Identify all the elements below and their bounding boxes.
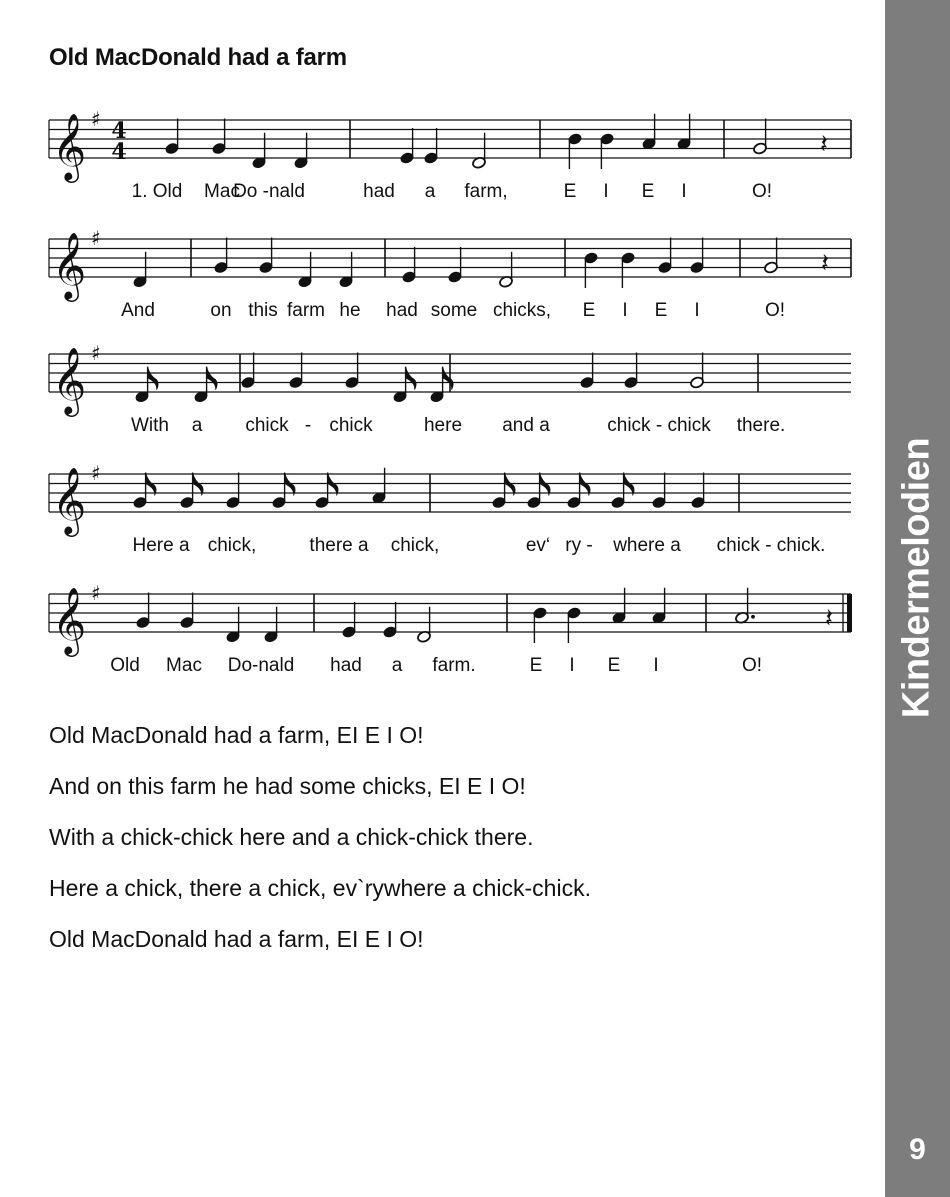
lyric-syllable: O!: [741, 655, 763, 676]
chapter-sidebar: [885, 0, 950, 1197]
lyric-syllable: ry -: [565, 535, 593, 556]
note: [600, 132, 615, 169]
lyric-syllable: Mac: [204, 181, 240, 202]
flag: [443, 367, 454, 390]
lyric-syllable: a: [424, 181, 436, 202]
note: [133, 252, 148, 289]
note: [448, 247, 463, 284]
note: [241, 353, 256, 390]
note: [690, 238, 705, 275]
lyric-syllable: I: [653, 655, 659, 676]
staff-1: [0, 107, 880, 180]
lyric-syllable: chick - chick: [607, 415, 711, 436]
lyric-syllable: E: [607, 655, 621, 676]
lyric-syllable: E: [563, 181, 577, 202]
lyric-syllable: there.: [736, 415, 786, 436]
note: [342, 602, 357, 639]
flag: [207, 367, 218, 390]
lyric-syllable: Do -nald: [233, 181, 305, 202]
music-system-2: [0, 226, 880, 327]
note: [621, 251, 636, 288]
note: [315, 473, 339, 510]
lyric-syllable: chick: [329, 415, 373, 436]
note: [584, 251, 599, 288]
note: [226, 473, 241, 510]
note: [180, 473, 204, 510]
sharp-icon: ♯: [91, 107, 101, 131]
note: [527, 473, 551, 510]
lyric-syllable: ev‘: [525, 535, 551, 556]
treble-clef-icon: 𝄞: [52, 586, 87, 654]
note: [259, 238, 274, 275]
lyric-syllable: farm,: [464, 181, 508, 202]
note: [212, 119, 227, 156]
lyric-syllable: Do-nald: [227, 655, 295, 676]
lyric-syllable: this: [248, 300, 278, 321]
lyric-syllable: O!: [751, 181, 773, 202]
staff-4: [0, 461, 880, 534]
sharp-icon: ♯: [91, 461, 101, 485]
lyric-syllable: I: [603, 181, 609, 202]
lyric-syllable: some: [430, 300, 478, 321]
note: [214, 238, 229, 275]
lyric-syllable: had: [330, 655, 362, 676]
page-number: 9: [909, 1133, 926, 1166]
treble-clef-icon: 𝄞: [52, 112, 87, 180]
note: [294, 133, 309, 170]
note: [135, 367, 159, 404]
note: [691, 473, 706, 510]
lyric-syllable: Old: [110, 655, 140, 676]
lyric-syllable: chick - chick.: [716, 535, 826, 556]
note: [133, 473, 157, 510]
lyric-syllable: E: [654, 300, 668, 321]
note: [424, 128, 439, 165]
music-system-3: [0, 341, 880, 442]
lyric-syllable: E: [582, 300, 596, 321]
lyric-syllable: O!: [764, 300, 786, 321]
lyric-syllable: E: [641, 181, 655, 202]
note: [180, 593, 195, 630]
lyric-syllable: farm.: [432, 655, 476, 676]
note: [400, 128, 415, 165]
note: [642, 114, 657, 151]
note: [567, 606, 582, 643]
note: [652, 588, 667, 625]
verse-line: Old MacDonald had a farm, EI E I O!: [49, 722, 424, 748]
lyric-syllable: chick,: [207, 535, 257, 556]
music-system-5: [0, 581, 880, 682]
lyric-syllable: had: [386, 300, 418, 321]
note: [298, 252, 313, 289]
lyric-syllable: where a: [613, 535, 681, 556]
note: [492, 473, 516, 510]
music-system-1: [0, 107, 880, 208]
note: [567, 473, 591, 510]
lyric-syllable: I: [622, 300, 628, 321]
lyric-syllable: I: [694, 300, 700, 321]
time-signature-bottom: 4: [111, 139, 127, 165]
note: [533, 606, 548, 643]
sharp-icon: ♯: [91, 341, 101, 365]
music-system-4: [0, 461, 880, 562]
note: [252, 133, 267, 170]
sharp-icon: ♯: [91, 581, 101, 605]
verse-line: Here a chick, there a chick, ev`rywhere a chick-chick.: [49, 875, 591, 901]
note: [624, 353, 639, 390]
staff-2: [0, 226, 880, 299]
lyric-syllable: E: [529, 655, 543, 676]
staff-5: [0, 581, 880, 654]
note: [345, 353, 360, 390]
note: [677, 114, 692, 151]
quarter-rest-icon: 𝄽: [820, 129, 828, 160]
lyric-syllable: chicks,: [492, 300, 552, 321]
note: [753, 119, 768, 156]
time-signature-top: 4: [111, 118, 127, 144]
lyrics-text: [49, 720, 591, 975]
verse-line: And on this farm he had some chicks, EI E I O!: [49, 773, 526, 799]
lyric-syllable: I: [681, 181, 687, 202]
lyric-syllable: chick,: [390, 535, 440, 556]
lyric-syllable: 1. Old: [131, 181, 183, 202]
note: [690, 353, 705, 390]
quarter-rest-icon: 𝄽: [825, 603, 833, 634]
song-title: Old MacDonald had a farm: [49, 44, 347, 71]
lyric-syllable: Here a: [132, 535, 190, 556]
note: [658, 238, 673, 275]
lyric-syllable: chick: [245, 415, 289, 436]
lyric-syllable: -: [304, 415, 312, 436]
treble-clef-icon: 𝄞: [52, 466, 87, 534]
flag: [406, 367, 417, 390]
note: [264, 607, 279, 644]
note: [165, 119, 180, 156]
lyric-syllable: farm: [287, 300, 325, 321]
chapter-label: Kindermelodien: [895, 437, 938, 719]
lyric-syllable: here: [423, 415, 463, 436]
treble-clef-icon: 𝄞: [52, 346, 87, 414]
note: [339, 252, 354, 289]
note: [393, 367, 417, 404]
note: [611, 473, 635, 510]
lyric-syllable: With: [131, 415, 169, 436]
note: [499, 252, 514, 289]
staff-3: [0, 341, 880, 414]
note: [568, 132, 583, 169]
lyric-syllable: Mac: [166, 655, 202, 676]
lyric-syllable: And: [121, 300, 155, 321]
verse-line: Old MacDonald had a farm, EI E I O!: [49, 926, 424, 952]
note: [194, 367, 218, 404]
note: [652, 473, 667, 510]
lyric-syllable: and a: [502, 415, 550, 436]
lyric-syllable: I: [569, 655, 575, 676]
lyric-syllable: there a: [309, 535, 369, 556]
note: [372, 468, 387, 505]
note: [289, 353, 304, 390]
note: [735, 588, 755, 625]
note: [580, 353, 595, 390]
flag: [148, 367, 159, 390]
quarter-rest-icon: 𝄽: [821, 248, 829, 279]
note: [402, 247, 417, 284]
final-barline-thick: [847, 594, 852, 632]
note: [272, 473, 296, 510]
verse-line: With a chick-chick here and a chick-chick there.: [49, 824, 534, 850]
note: [472, 133, 487, 170]
treble-clef-icon: 𝄞: [52, 231, 87, 299]
lyric-syllable: had: [363, 181, 395, 202]
note: [226, 607, 241, 644]
note: [417, 607, 432, 644]
note: [136, 593, 151, 630]
lyric-syllable: on: [210, 300, 232, 321]
sharp-icon: ♯: [91, 226, 101, 250]
lyric-syllable: he: [339, 300, 361, 321]
lyric-syllable: a: [191, 415, 203, 436]
lyric-syllable: a: [391, 655, 403, 676]
note: [383, 602, 398, 639]
dot: [751, 615, 755, 619]
note: [764, 238, 779, 275]
note: [612, 588, 627, 625]
